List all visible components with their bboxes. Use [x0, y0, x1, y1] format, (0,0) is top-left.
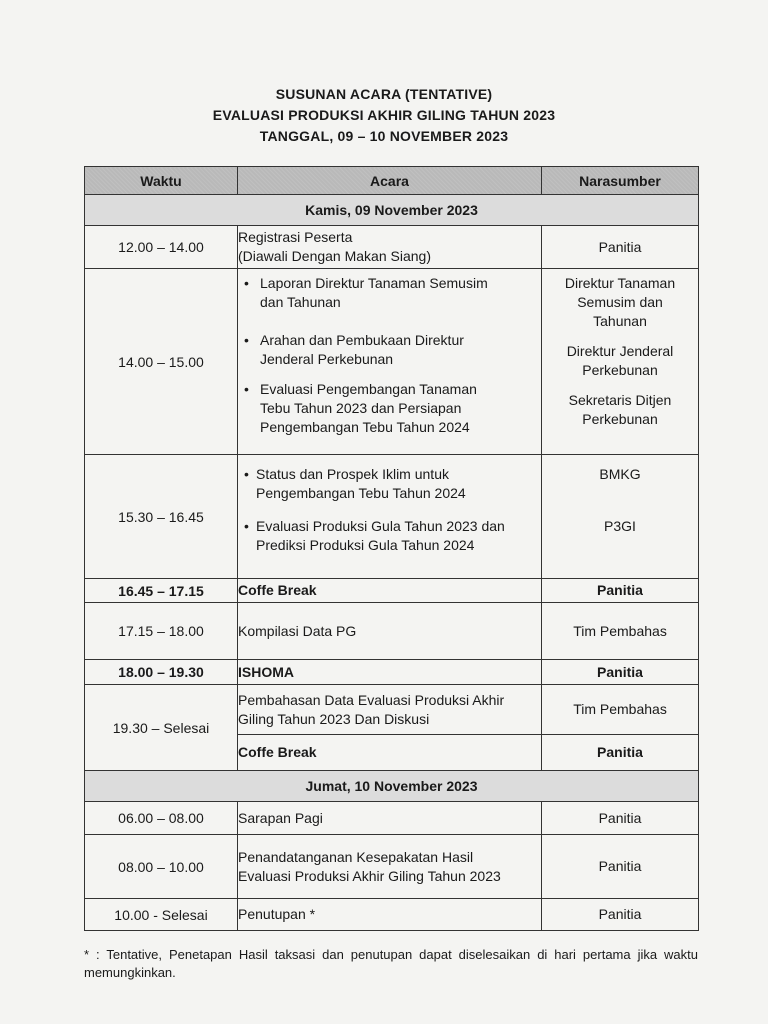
speaker-cell: Panitia — [542, 735, 699, 771]
activity-line: Registrasi Peserta — [238, 229, 353, 245]
table-row — [85, 226, 699, 269]
activity-list — [238, 465, 541, 555]
activity-line: • Laporan Direktur Tanaman Semusim — [260, 275, 488, 291]
table-row — [85, 899, 699, 931]
day-label: Jumat, 10 November 2023 — [85, 771, 699, 802]
speaker-line: Direktur Jenderal — [566, 343, 674, 359]
table-row — [85, 660, 699, 685]
time-cell: 16.45 – 17.15 — [85, 579, 238, 603]
list-item — [238, 331, 541, 380]
activity-line: Penandatanganan Kesepakatan Hasil — [238, 848, 474, 865]
title-line-3: TANGGAL, 09 – 10 NOVEMBER 2023 — [259, 128, 509, 144]
activity-cell — [238, 685, 542, 735]
activity-line: Giling Tahun 2023 Dan Diskusi — [238, 710, 430, 727]
day-row-2 — [85, 771, 699, 802]
list-item — [238, 517, 541, 555]
activity-cell — [238, 455, 542, 579]
speaker-cell: Panitia — [542, 835, 699, 899]
time-cell: 06.00 – 08.00 — [85, 802, 238, 835]
time-cell: 18.00 – 19.30 — [85, 660, 238, 685]
speaker-group — [542, 391, 698, 429]
header-waktu: Waktu — [85, 167, 238, 195]
activity-line: • Status dan Prospek Iklim untuk — [256, 466, 449, 482]
header-acara: Acara — [238, 167, 542, 195]
activity-line: Pengembangan Tebu Tahun 2024 — [256, 485, 466, 501]
activity-line: Prediksi Produksi Gula Tahun 2024 — [256, 537, 475, 553]
activity-cell — [238, 835, 542, 899]
activity-cell — [238, 226, 542, 269]
time-cell: 08.00 – 10.00 — [85, 835, 238, 899]
activity-cell: ISHOMA — [238, 660, 542, 685]
activity-list — [238, 274, 541, 437]
activity-cell: Sarapan Pagi — [238, 802, 542, 835]
activity-line: Tebu Tahun 2023 dan Persiapan — [260, 400, 462, 416]
activity-line: • Evaluasi Produksi Gula Tahun 2023 dan — [256, 518, 505, 534]
table-row — [85, 579, 699, 603]
speaker-cell: Panitia — [542, 579, 699, 603]
speaker-line: Sekretaris Ditjen — [568, 392, 672, 408]
time-cell: 14.00 – 15.00 — [85, 269, 238, 455]
speaker-cell: Tim Pembahas — [542, 603, 699, 660]
speaker-cell: Panitia — [542, 899, 699, 931]
list-item — [238, 274, 541, 331]
table-row — [85, 802, 699, 835]
speaker-line: Tahunan — [593, 313, 647, 329]
day-label: Kamis, 09 November 2023 — [85, 195, 699, 226]
table-row — [85, 603, 699, 660]
document-title — [0, 84, 768, 147]
activity-cell: Coffe Break — [238, 735, 542, 771]
day-row-1 — [85, 195, 699, 226]
speaker-line: Semusim dan — [577, 294, 663, 310]
speaker-cell — [542, 269, 699, 455]
time-cell: 17.15 – 18.00 — [85, 603, 238, 660]
activity-line: • Arahan dan Pembukaan Direktur — [260, 332, 464, 348]
speaker-cell: Panitia — [542, 802, 699, 835]
speaker-group — [542, 342, 698, 391]
header-narasumber: Narasumber — [542, 167, 699, 195]
footnote: * : Tentative, Penetapan Hasil taksasi dan penutupan dapat diselesaikan di hari pertama jika waktu memungkinkan. — [84, 947, 698, 980]
list-item — [238, 380, 541, 437]
table-row — [85, 685, 699, 735]
speaker-cell — [542, 455, 699, 579]
activity-cell: Penutupan * — [238, 899, 542, 931]
activity-line: (Diawali Dengan Makan Siang) — [238, 248, 431, 264]
activity-line: dan Tahunan — [260, 294, 341, 310]
list-item — [238, 465, 541, 517]
activity-cell: Coffe Break — [238, 579, 542, 603]
speaker-line: Perkebunan — [582, 411, 658, 427]
schedule-table — [84, 166, 699, 931]
activity-line: • Evaluasi Pengembangan Tanaman — [260, 381, 477, 397]
time-cell: 19.30 – Selesai — [85, 685, 238, 771]
speaker-line: P3GI — [604, 518, 636, 534]
activity-line: Jenderal Perkebunan — [260, 351, 394, 367]
table-row — [85, 269, 699, 455]
activity-line: Evaluasi Produksi Akhir Giling Tahun 2023 — [238, 867, 501, 884]
title-line-2: EVALUASI PRODUKSI AKHIR GILING TAHUN 2023 — [212, 107, 556, 123]
activity-cell — [238, 269, 542, 455]
table-row — [85, 835, 699, 899]
time-cell: 10.00 - Selesai — [85, 899, 238, 931]
activity-line: Pengembangan Tebu Tahun 2024 — [260, 419, 470, 435]
speaker-line: BMKG — [599, 466, 641, 482]
speaker-line: Perkebunan — [582, 362, 658, 378]
header-row — [85, 167, 699, 195]
time-cell: 15.30 – 16.45 — [85, 455, 238, 579]
table-row — [85, 455, 699, 579]
speaker-cell: Panitia — [542, 660, 699, 685]
title-line-1: SUSUNAN ACARA (TENTATIVE) — [275, 86, 493, 102]
speaker-line: Direktur Tanaman — [564, 275, 676, 291]
speaker-cell: Tim Pembahas — [542, 685, 699, 735]
time-cell: 12.00 – 14.00 — [85, 226, 238, 269]
activity-line: Pembahasan Data Evaluasi Produksi Akhir — [238, 691, 505, 708]
activity-cell: Kompilasi Data PG — [238, 603, 542, 660]
speaker-group — [542, 274, 698, 342]
speaker-cell: Panitia — [542, 226, 699, 269]
